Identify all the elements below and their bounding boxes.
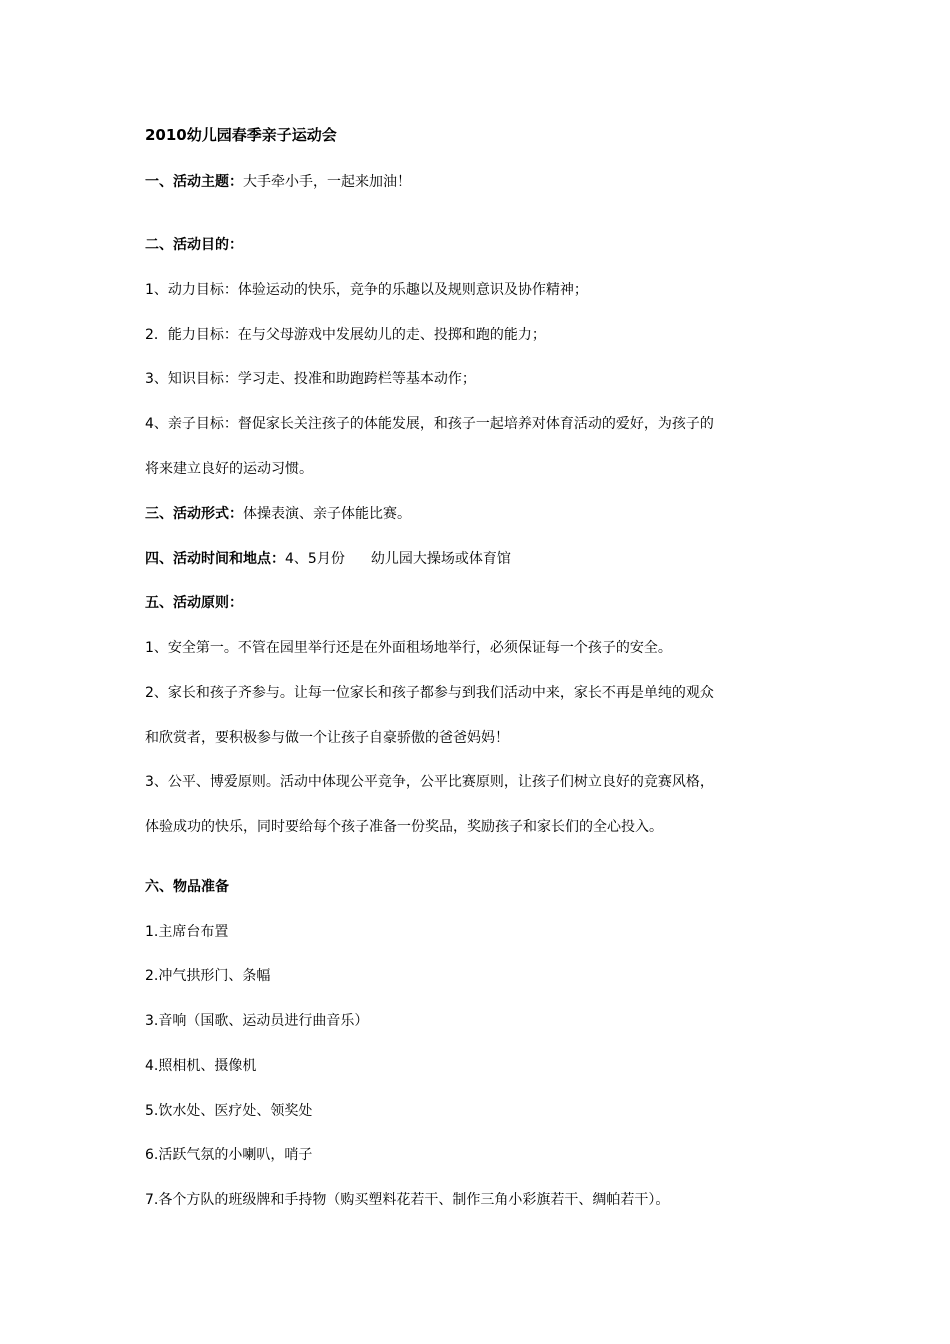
section-heading: 三、活动形式： — [145, 506, 243, 522]
section-heading: 五、活动原则： — [145, 595, 243, 611]
section-heading: 六、物品准备 — [145, 879, 229, 895]
paragraph: 1、动力目标：体验运动的快乐，竞争的乐趣以及规则意识及协作精神； — [145, 282, 588, 298]
event-time: 4、5月份 — [285, 551, 345, 567]
section-text: 大手牵小手，一起来加油！ — [243, 174, 411, 190]
list-item: 5.饮水处、医疗处、领奖处 — [145, 1103, 313, 1119]
section-time-place — [145, 549, 511, 569]
paragraph: 1、安全第一。不管在园里举行还是在外面租场地举行，必须保证每一个孩子的安全。 — [145, 640, 672, 656]
list-item: 1.主席台布置 — [145, 924, 229, 940]
section-heading: 四、活动时间和地点： — [145, 551, 285, 567]
paragraph: 3、知识目标：学习走、投准和助跑跨栏等基本动作； — [145, 371, 476, 387]
paragraph: 2．能力目标：在与父母游戏中发展幼儿的走、投掷和跑的能力； — [145, 327, 546, 343]
paragraph: 将来建立良好的运动习惯。 — [145, 461, 313, 477]
section-heading: 一、活动主题： — [145, 174, 243, 190]
paragraph: 2、家长和孩子齐参与。让每一位家长和孩子都参与到我们活动中来，家长不再是单纯的观众 — [145, 685, 714, 701]
paragraph: 3、公平、博爱原则。活动中体现公平竞争，公平比赛原则，让孩子们树立良好的竞赛风格， — [145, 774, 714, 790]
section-form — [145, 504, 411, 524]
section-heading: 二、活动目的： — [145, 237, 243, 253]
section-text: 体操表演、亲子体能比赛。 — [243, 506, 411, 522]
list-item: 2.冲气拱形门、条幅 — [145, 968, 271, 984]
paragraph: 4、亲子目标：督促家长关注孩子的体能发展，和孩子一起培养对体育活动的爱好，为孩子的 — [145, 416, 714, 432]
section-theme — [145, 172, 411, 192]
paragraph: 和欣赏者，要积极参与做一个让孩子自豪骄傲的爸爸妈妈！ — [145, 730, 509, 746]
list-item: 3.音响（国歌、运动员进行曲音乐） — [145, 1013, 369, 1029]
list-item: 6.活跃气氛的小喇叭，哨子 — [145, 1147, 313, 1163]
list-item: 4.照相机、摄像机 — [145, 1058, 257, 1074]
list-item: 7.各个方队的班级牌和手持物（购买塑料花若干、制作三角小彩旗若干、绸帕若干）。 — [145, 1192, 670, 1208]
event-place: 幼儿园大操场或体育馆 — [370, 551, 511, 567]
document-title: 2010幼儿园春季亲子运动会 — [145, 126, 337, 144]
paragraph: 体验成功的快乐，同时要给每个孩子准备一份奖品，奖励孩子和家长们的全心投入。 — [145, 819, 663, 835]
